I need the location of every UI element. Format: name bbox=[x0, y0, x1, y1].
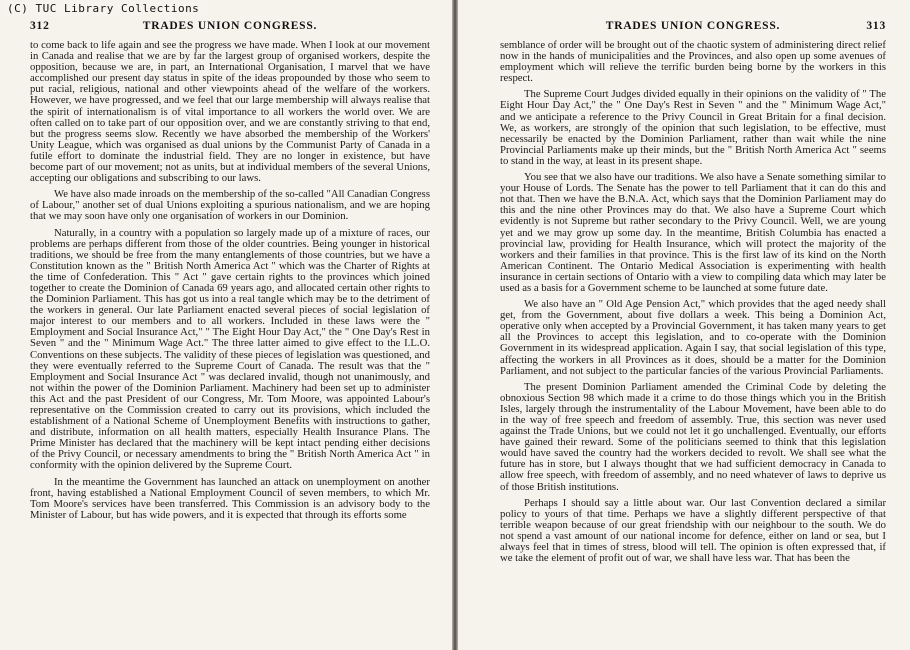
running-head-right bbox=[500, 20, 886, 34]
left-paragraph-2: We have also made inroads on the membership of the so-called "All Canadian Congress of Labour," another set of dual Unions exploiting a spurious nationalism, and we are hoping that we may soon have only one organisation of workers in our Dominion. bbox=[30, 188, 430, 223]
running-head-title-right: TRADES UNION CONGRESS. bbox=[605, 20, 781, 32]
right-paragraph-4: We also have an " Old Age Pension Act," which provides that the aged needy shall get, from the Government, about five dollars a week. This being a Dominion Act, operative only when accepted by a Provincial Government, it has taken many years to get all the Provinces to accept this legislation, and to co-operate with the Dominion Government in its widespread application. Again I say, that social legislation of this type, affecting the workers in all Provinces as it does, should be a matter for the Dominion Parliament, and not subject to the particular fancies of the various Provincial Parliaments. bbox=[500, 298, 886, 377]
left-page bbox=[0, 0, 452, 650]
page-number-right: 313 bbox=[866, 20, 886, 32]
left-paragraph-1: to come back to life again and see the progress we have made. When I look at our movement in Canada and realise that we are by far the largest group of organised workers, despite the opposition, because we are, in part, an International Organisation, I marvel that we have accomplished our present day status in spite of the ideas propounded by those who seem to put racial, religious, national and other viewpoints ahead of the welfare of the workers. However, we have progressed, and we feel that our large membership will always realise that the spirit of internationalism is of vital importance to all workers the world over. We are often called on to take part of our opposition over, and we are constantly striving to that end, but the progress seems slow. Recently we have absorbed the membership of the Workers' Unity League, which was organised as dual unions by the Communist Party of Canada in a futile effort to dominate the industrial field. They are no longer in existence, but have become part of our movement; not as units, but at individual members of the several Unions, accepting our obligations and subscribing to our laws. bbox=[30, 39, 430, 185]
copyright-watermark: (C) TUC Library Collections bbox=[4, 2, 202, 15]
right-page bbox=[458, 0, 910, 650]
right-paragraph-6: Perhaps I should say a little about war. Our last Convention declared a similar policy to yours of that time. Perhaps we have a slightly different perspective of that terrible weapon because of our great friendship with our neighbour to the south. We do not spend a vast amount of our national income for defence, either on land or sea, but I always feel that in times of stress, blood will tell. The opinion is often expressed that, if we take the element of profit out of war, we shall have less war. That has been the bbox=[500, 496, 886, 565]
running-head-left bbox=[30, 20, 430, 34]
right-paragraph-2: The Supreme Court Judges divided equally in their opinions on the validity of " The Eight Hour Day Act," the " One Day's Rest in Seven " and the " Minimum Wage Act," and we anticipate a reference to the Privy Council in Great Britain for a final decision. We, as workers, are strongly of the opinion that such legislation, to be effective, must necessarily be enacted by the Dominion Parliament, rather than wait while the nine Provincial Parliaments make up their minds, but the " British North America Act " seems to stand in the way, at least in its present shape. bbox=[500, 88, 886, 167]
right-paragraph-5: The present Dominion Parliament amended the Criminal Code by deleting the obnoxious Section 98 which made it a crime to do those things which you in the British Isles, largely through the instrumentality of the Labour Movement, have been able to do in the way of free speech and freedom of assembly. True, this section was never used against the Trade Unions, but we could not let it go unchallenged. Eventually, our efforts have gained their reward. Some of the politicians seemed to think that this legislation would have saved the country had the workers decided to revolt. We shall see what the future has in store, but I always thought that we had sufficient democracy in Canada to allow free speech, with freedom of assembly, and no need whatever of laws to deprive us of those British institutions. bbox=[500, 380, 886, 493]
right-paragraph-3: You see that we also have our traditions. We also have a Senate something similar to your House of Lords. The Senate has the power to tell Parliament that it can do this and not that. Then we have the B.N.A. Act, which says that the Dominion Parliament may do this and the nine other Provinces may do that. We also have a Supreme Court which evidently is not Supreme but rather secondary to the Privy Council. Well, we are young yet and we may grow up some day. In the meantime, British Columbia has enacted a provincial law, providing for Health Insurance, which will protect the majority of the workers and their families in that province. This is the first law of its kind on the North American Continent. The Ontario Medical Association is experimenting with health insurance in certain sections of Ontario with a view to compiling data which may later be used as a basis for a Government scheme to be launched at some future date. bbox=[500, 171, 886, 294]
left-paragraph-4: In the meantime the Government has launched an attack on unemployment on another front, having established a National Employment Council of seven members, to which Mr. Tom Moore's services have been transferred. This Commission is an advisory body to the Minister of Labour, but has wide powers, and it is expected that through its efforts some bbox=[30, 475, 430, 521]
running-head-title-left: TRADES UNION CONGRESS. bbox=[142, 20, 318, 32]
left-paragraph-3: Naturally, in a country with a population so largely made up of a mixture of races, our problems are perhaps different from those of the older countries. Being younger in historical traditions, we should be free from the many entanglements of those countries, but we have a Constitution known as the " British North America Act " which was the Charter of Rights at the time of Confederation. This " Act " gave certain rights to the provinces which joined together to create the Dominion of Canada 69 years ago, and allocated certain other rights to the Dominion Parliament. This has got us into a real tangle which may be to the detriment of the workers in general. Our late Parliament enacted several pieces of social legislation of major interest to our members and to all workers. Included in these laws were the " Employment and Social Insurance Act," " The Eight Hour Day Act," the " One Day's Rest in Seven " and the " Minimum Wage Act." The three latter aimed to give effect to the I.L.O. Conventions on these subjects. The validity of these pieces of legislation was questioned, and they were eventually referred to the Supreme Court of Canada. The result was that the " Employment and Social Insurance Act " was declared invalid, though not unanimously, and not within the power of the Dominion Parliament. Machinery had been set up to administer this Act and the past President of our Congress, Mr. Tom Moore, was appointed Labour's representative on the Commission created to carry out its provisions, which included the establishment of a National Scheme of Unemployment Benefits with instructions to gather, and distribute, information on all health matters, especially Health Insurance Plans. The Prime Minister has declared that the machinery will be kept intact pending either decisions of the Privy Council, or necessary amendments to bring the " British North America Act " in conformity with the opinion delivered by the Supreme Court. bbox=[30, 226, 430, 472]
right-paragraph-1: semblance of order will be brought out of the chaotic system of administering direct relief now in the hands of municipalities and the Provinces, and also open up some avenues of employment which will relieve the terrific burden being borne by the workers in this respect. bbox=[500, 39, 886, 85]
page-number-left: 312 bbox=[30, 20, 50, 32]
